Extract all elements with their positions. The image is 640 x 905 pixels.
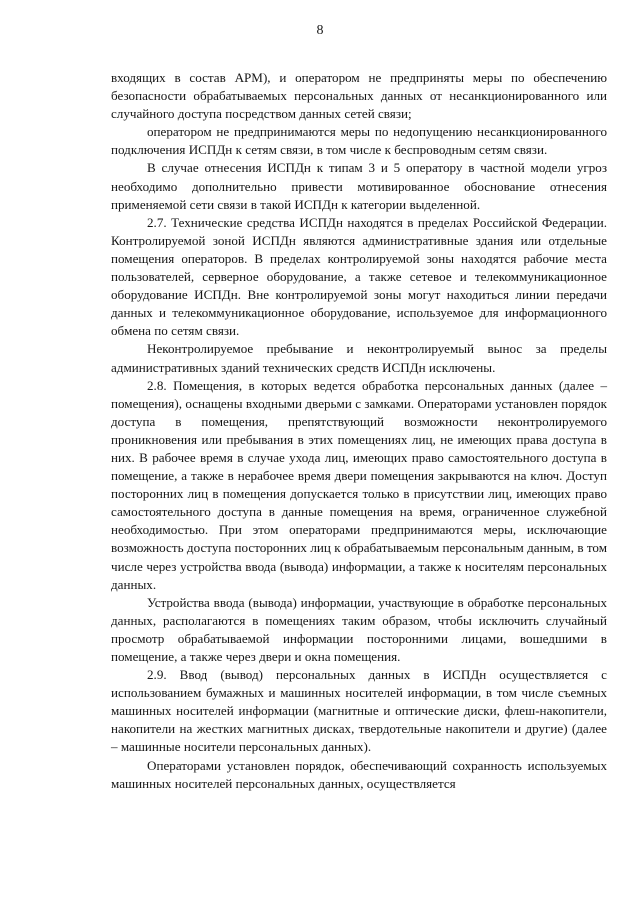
paragraph-2-9-data-input-output: 2.9. Ввод (вывод) персональных данных в ИСПДн осуществляется с использованием бумажных и машинных носителей информации, в том числе съемных машинных носителей информации (магнитные и оптические диски, флеш-накопители, накопители на жестких магнитных дисках, твердотельные накопители и другие) (далее – машинные носители персональных данных). xyxy=(111,667,607,755)
paragraph-storage-media-order: Операторами установлен порядок, обеспечивающий сохранность используемых машинных носителей персональных данных, осуществляется xyxy=(111,757,607,791)
paragraph-io-devices-placement: Устройства ввода (вывода) информации, участвующие в обработке персональных данных, располагаются в помещениях таким образом, чтобы исключить случайный просмотр обрабатываемой информации посторонними лицами, вошедшими в помещение, а также через двери и окна помещения. xyxy=(111,594,607,664)
paragraph-2-8-premises: 2.8. Помещения, в которых ведется обработка персональных данных (далее – помещения), оснащены входными дверьми с замками. Операторами установлен порядок доступа в помещения, препятствующий возможности неконтролируемого проникновения или пребывания в этих помещениях лиц, не имеющих права доступа в них. В рабочее время в случае ухода лиц, имеющих право самостоятельного доступа в помещение, а также в нерабочее время двери помещения закрываются на ключ. Доступ посторонних лиц в помещения допускается только в присутствии лиц, имеющих право самостоятельного доступа в данные помещения на время, ограниченное служебной необходимостью. При этом операторами предпринимаются меры, исключающие возможность доступа посторонних лиц к обрабатываемым персональным данным, в том числе через устройства ввода (вывода) информации, а также к носителям персональных данных. xyxy=(111,377,607,592)
document-body xyxy=(111,69,607,793)
paragraph-ispdn-types-3-5: В случае отнесения ИСПДн к типам 3 и 5 оператору в частной модели угроз необходимо дополнительно привести мотивированное обоснование отнесения применяемой сети связи в такой ИСПДн к категории выделенной. xyxy=(111,160,607,212)
paragraph-continuation-networks: входящих в состав АРМ), и оператором не предприняты меры по обеспечению безопасности обрабатываемых персональных данных от несанкционированного или случайного доступа посредством данных сетей связи; xyxy=(111,70,607,122)
paragraph-uncontrolled-removal: Неконтролируемое пребывание и неконтролируемый вынос за пределы административных зданий технических средств ИСПДн исключены. xyxy=(111,341,607,375)
page-number: 8 xyxy=(316,23,324,38)
paragraph-unauthorized-connection: оператором не предпринимаются меры по недопущению несанкционированного подключения ИСПДн к сетям связи, в том числе к беспроводным сетям связи. xyxy=(111,124,607,158)
paragraph-2-7-controlled-zone: 2.7. Технические средства ИСПДн находятся в пределах Российской Федерации. Контролируемой зоной ИСПДн являются административные здания или отдельные помещения операторов. В пределах контролируемой зоны находятся рабочие места пользователей, серверное оборудование, а также сетевое и телекоммуникационное оборудование ИСПДн. Вне контролируемой зоны могут находиться линии передачи данных и телекоммуникационное оборудование, используемое для информационного обмена по сетям связи. xyxy=(111,214,607,339)
